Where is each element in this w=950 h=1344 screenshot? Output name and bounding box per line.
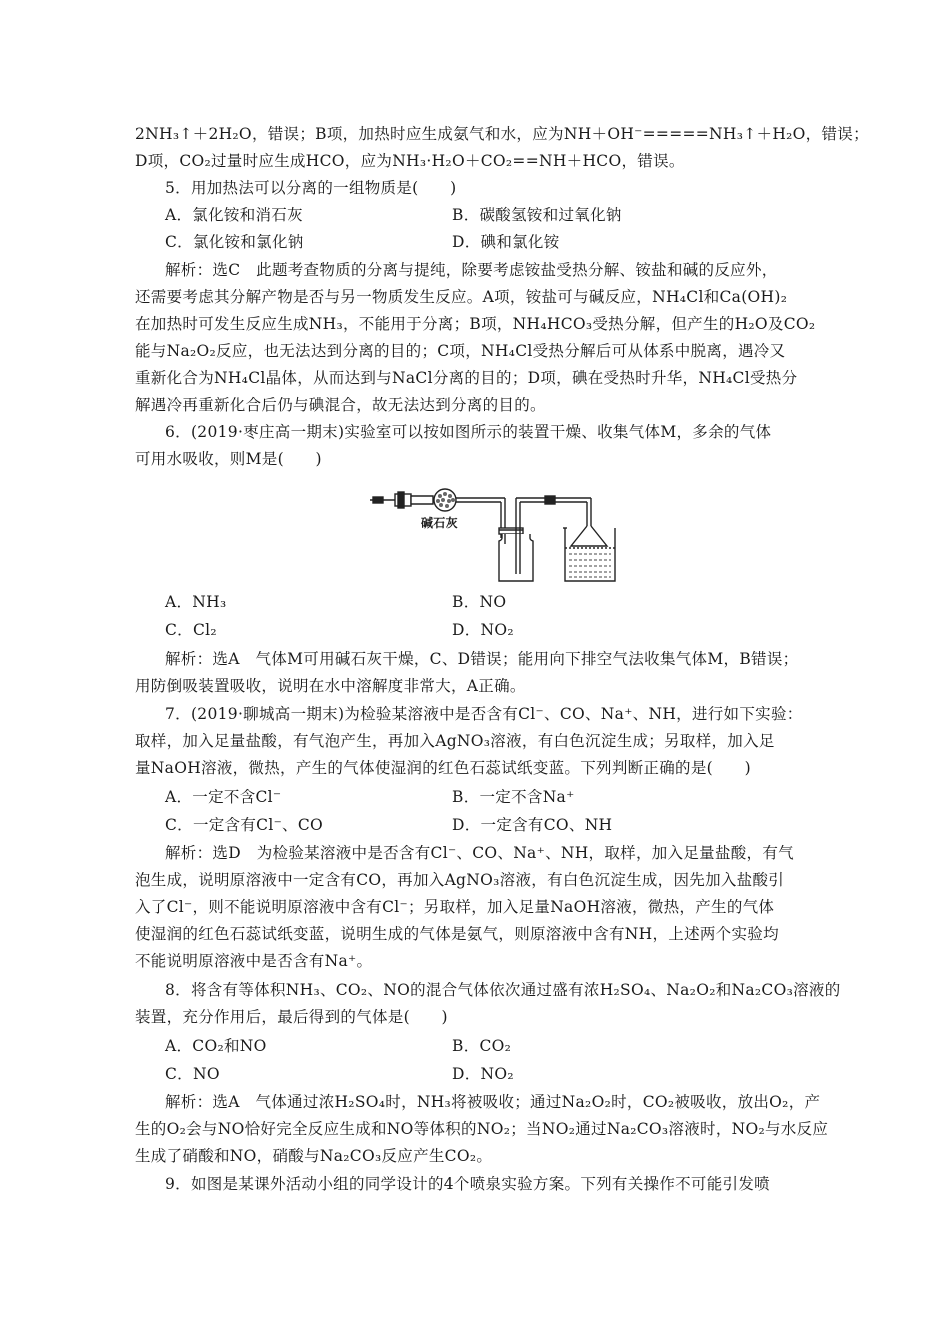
prev-analysis-line-1: 2NH₃↑＋2H₂O，错误；B项，加热时应生成氨气和水，应为NH＋OH⁻=====NH₃↑＋H₂O，错误；: [135, 125, 869, 143]
q6-option-a: A．NH₃: [165, 593, 227, 611]
drying-tube-neck: [411, 496, 433, 504]
q5-analysis-line-1: 解析：选C 此题考查物质的分离与提纯，除要考虑铵盐受热分解、铵盐和碱的反应外，: [165, 261, 778, 279]
q7-option-c: C．一定含有Cl⁻、CO: [165, 816, 324, 834]
q6-stem-line-1: 6．(2019·枣庄高一期末)实验室可以按如图所示的装置干燥、收集气体M，多余的气体: [165, 423, 772, 441]
water: [569, 554, 611, 577]
q8-stem-line-2: 装置，充分作用后，最后得到的气体是( ): [135, 1008, 448, 1026]
q8-option-a: A．CO₂和NO: [165, 1037, 267, 1055]
q9-stem: 9．如图是某课外活动小组的同学设计的4个喷泉实验方案。下列有关操作不可能引发喷: [165, 1175, 770, 1193]
q8-option-b: B．CO₂: [452, 1037, 512, 1055]
inlet-valve: [373, 497, 383, 503]
q7-analysis-line-1: 解析：选D 为检验某溶液中是否含有Cl⁻、CO、Na⁺、NH，取样，加入足量盐酸，有气: [165, 844, 794, 862]
q6-option-b: B．NO: [452, 593, 507, 611]
q8-analysis-line-3: 生成了硝酸和NO，硝酸与Na₂CO₃反应产生CO₂。: [135, 1147, 493, 1165]
q6-option-d: D．NO₂: [452, 621, 514, 639]
q8-option-d: D．NO₂: [452, 1065, 514, 1083]
q6-analysis-line-1: 解析：选A 气体M可用碱石灰干燥，C、D错误；能用向下排空气法收集气体M，B错误；: [165, 650, 799, 668]
q5-analysis-line-4: 能与Na₂O₂反应，也无法达到分离的目的；C项，NH₄Cl受热分解后可从体系中脱离，遇冷又: [135, 342, 786, 360]
q8-option-c: C．NO: [165, 1065, 220, 1083]
q7-analysis-line-2: 泡生成，说明原溶液中一定含有CO，再加入AgNO₃溶液，有白色沉淀生成，因先加入盐酸引: [135, 871, 785, 889]
q7-option-a: A．一定不含Cl⁻: [165, 788, 282, 806]
q7-analysis-line-5: 不能说明原溶液中是否含有Na⁺。: [135, 952, 373, 970]
figure-label-soda-lime: 碱石灰: [421, 516, 458, 530]
q8-stem-line-1: 8．将含有等体积NH₃、CO₂、NO的混合气体依次通过盛有浓H₂SO₄、Na₂O₂和Na₂CO₃溶液的: [165, 981, 841, 999]
q7-stem-line-1: 7．(2019·聊城高一期末)为检验某溶液中是否含有Cl⁻、CO、Na⁺、NH，进行如下实验：: [165, 705, 803, 723]
q7-stem-line-2: 取样，加入足量盐酸，有气泡产生，再加入AgNO₃溶液，有白色沉淀生成；另取样，加入足: [135, 732, 775, 750]
q5-analysis-line-5: 重新化合为NH₄Cl晶体，从而达到与NaCl分离的目的；D项，碘在受热时升华，NH₄Cl受热分: [135, 369, 798, 387]
q7-option-d: D．一定含有CO、NH: [452, 816, 613, 834]
drying-collecting-apparatus-figure: [365, 478, 625, 593]
q5-option-d: D．碘和氯化铵: [452, 233, 560, 251]
q6-analysis-line-2: 用防倒吸装置吸收，说明在水中溶解度非常大，A正确。: [135, 677, 526, 695]
prev-analysis-line-2: D项，CO₂过量时应生成HCO，应为NH₃·H₂O＋CO₂==NH＋HCO，错误。: [135, 152, 685, 170]
q7-stem-line-3: 量NaOH溶液，微热，产生的气体使湿润的红色石蕊试纸变蓝。下列判断正确的是( ): [135, 759, 751, 777]
q5-option-b: B．碳酸氢铵和过氧化钠: [452, 206, 622, 224]
q5-analysis-line-6: 解遇冷再重新化合后仍与碘混合，故无法达到分离的目的。: [135, 396, 546, 414]
q7-analysis-line-4: 使湿润的红色石蕊试纸变蓝，说明生成的气体是氨气，则原溶液中含有NH，上述两个实验均: [135, 925, 779, 943]
q7-option-b: B．一定不含Na⁺: [452, 788, 575, 806]
q5-option-a: A．氯化铵和消石灰: [165, 206, 303, 224]
q7-analysis-line-3: 入了Cl⁻，则不能说明原溶液中含有Cl⁻；另取样，加入足量NaOH溶液，微热，产生的气体: [135, 898, 775, 916]
inverted-funnel: [571, 526, 607, 546]
q8-analysis-line-1: 解析：选A 气体通过浓H₂SO₄时，NH₃将被吸收；通过Na₂O₂时，CO₂被吸收，放出O₂，产: [165, 1093, 821, 1111]
q5-option-c: C．氯化铵和氯化钠: [165, 233, 304, 251]
q6-stem-line-2: 可用水吸收，则M是( ): [135, 450, 322, 468]
q8-analysis-line-2: 生的O₂会与NO恰好完全反应生成和NO等体积的NO₂；当NO₂通过Na₂CO₃溶液时，NO₂与水反应: [135, 1120, 829, 1138]
q5-analysis-line-2: 还需要考虑其分解产物是否与另一物质发生反应。A项，铵盐可与碱反应，NH₄Cl和Ca(OH)₂: [135, 288, 788, 306]
tube-clamp: [545, 496, 555, 504]
q6-option-c: C．Cl₂: [165, 621, 217, 639]
q5-stem: 5．用加热法可以分离的一组物质是( ): [165, 179, 457, 197]
q5-analysis-line-3: 在加热时可发生反应生成NH₃，不能用于分离；B项，NH₄HCO₃受热分解，但产生的H₂O及CO₂: [135, 315, 816, 333]
